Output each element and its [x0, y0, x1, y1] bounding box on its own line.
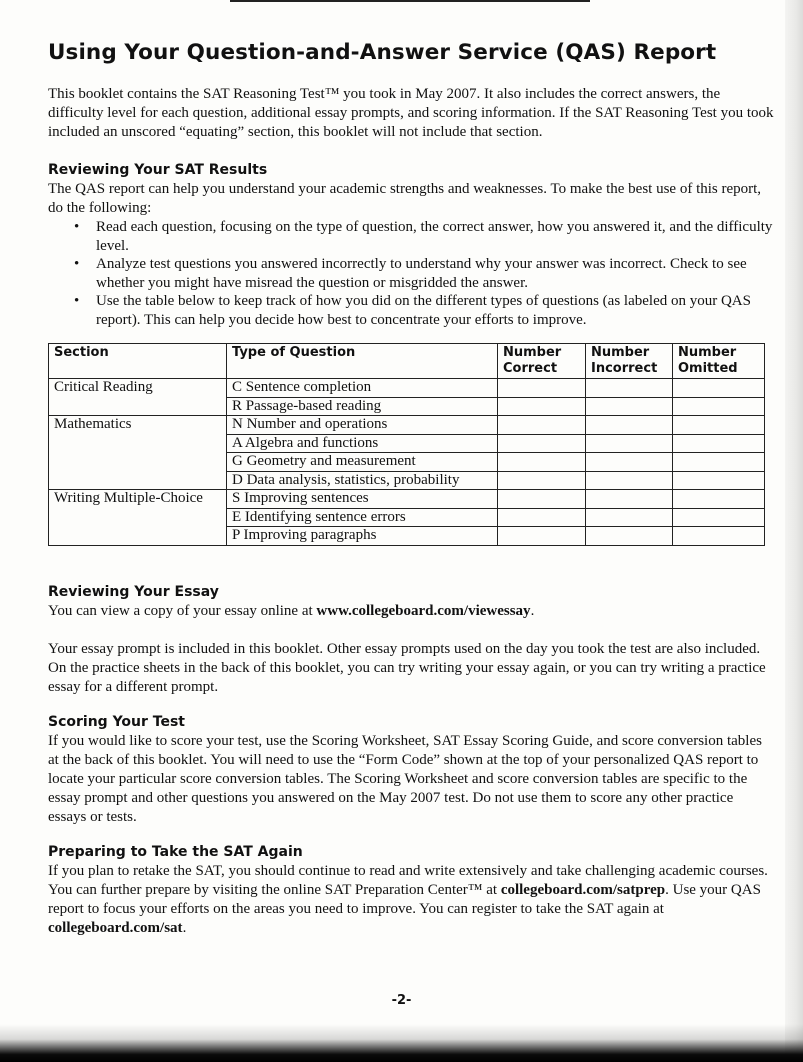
header-type: Type of Question: [227, 344, 498, 379]
reviewing-results-list: [48, 218, 774, 329]
scoring-heading: Scoring Your Test: [48, 713, 185, 730]
retake-section: [48, 843, 774, 938]
omitted-cell[interactable]: [673, 527, 765, 546]
omitted-cell[interactable]: [673, 453, 765, 472]
correct-cell[interactable]: [498, 508, 586, 527]
table-row: [49, 379, 765, 398]
page-edge-shadow: [785, 0, 803, 1062]
type-cell: C Sentence completion: [227, 379, 498, 398]
incorrect-cell[interactable]: [586, 508, 673, 527]
page-title: Using Your Question-and-Answer Service (QAS) Report: [48, 40, 717, 65]
scoring-section: [48, 713, 774, 827]
omitted-cell[interactable]: [673, 490, 765, 509]
correct-cell[interactable]: [498, 471, 586, 490]
reviewing-results-heading: Reviewing Your SAT Results: [48, 162, 268, 178]
incorrect-cell[interactable]: [586, 453, 673, 472]
retake-heading: Preparing to Take the SAT Again: [48, 843, 303, 860]
header-section: Section: [49, 344, 227, 379]
type-cell: D Data analysis, statistics, probability: [227, 471, 498, 490]
essay-section: [48, 583, 774, 697]
section-cell: Writing Multiple-Choice: [49, 490, 227, 546]
retake-paragraph: If you plan to retake the SAT, you should continue to read and write extensively and take challenging academic courses. You can further prepare by visiting the online SAT Preparation Center™ at collegeboard.com/satprep. Use your QAS report to focus your efforts on the areas you need to improve. You can register to take the SAT again at collegeboard.com/sat.: [48, 862, 768, 936]
incorrect-cell[interactable]: [586, 434, 673, 453]
section-cell: Critical Reading: [49, 379, 227, 416]
sat-register-link[interactable]: collegeboard.com/sat: [48, 919, 183, 936]
incorrect-cell[interactable]: [586, 379, 673, 398]
essay-heading: Reviewing Your Essay: [48, 583, 219, 600]
type-cell: S Improving sentences: [227, 490, 498, 509]
type-cell: A Algebra and functions: [227, 434, 498, 453]
intro-paragraph: This booklet contains the SAT Reasoning Test™ you took in May 2007. It also includes the correct answers, the difficulty level for each question, additional essay prompts, and scoring information. If the SAT Reasoning Test you took included an unscored “equating” section, this booklet will not include that section.: [48, 86, 774, 140]
type-cell: R Passage-based reading: [227, 397, 498, 416]
correct-cell[interactable]: [498, 379, 586, 398]
table-row: [49, 490, 765, 509]
reviewing-results-body: The QAS report can help you understand your academic strengths and weaknesses. To make the best use of this report, do the following:: [48, 181, 762, 216]
type-cell: E Identifying sentence errors: [227, 508, 498, 527]
correct-cell[interactable]: [498, 434, 586, 453]
header-incorrect: Number Incorrect: [586, 344, 673, 379]
omitted-cell[interactable]: [673, 379, 765, 398]
incorrect-cell[interactable]: [586, 527, 673, 546]
section-cell: Mathematics: [49, 416, 227, 490]
table-row: [49, 416, 765, 435]
header-omitted: Number Omitted: [673, 344, 765, 379]
type-cell: P Improving paragraphs: [227, 527, 498, 546]
essay-line: You can view a copy of your essay online at www.collegeboard.com/viewessay.: [48, 602, 535, 619]
correct-cell[interactable]: [498, 527, 586, 546]
question-type-table: [48, 343, 765, 546]
type-cell: G Geometry and measurement: [227, 453, 498, 472]
type-cell: N Number and operations: [227, 416, 498, 435]
top-rule: [230, 0, 590, 2]
omitted-cell[interactable]: [673, 397, 765, 416]
omitted-cell[interactable]: [673, 416, 765, 435]
header-correct: Number Correct: [498, 344, 586, 379]
omitted-cell[interactable]: [673, 508, 765, 527]
incorrect-cell[interactable]: [586, 490, 673, 509]
omitted-cell[interactable]: [673, 471, 765, 490]
scoring-paragraph: If you would like to score your test, use the Scoring Worksheet, SAT Essay Scoring Guide, and score conversion tables at the back of this booklet. You will need to use the “Form Code” shown at the top of your personalized QAS report to locate your particular score conversion tables. The Scoring Worksheet and score conversion tables are specific to the essay prompt and other questions you answered on the May 2007 test. Do not use them to score any other practice essays or tests.: [48, 732, 762, 825]
incorrect-cell[interactable]: [586, 416, 673, 435]
list-item: • Use the table below to keep track of how you did on the different types of questions (as labeled on your QAS report). This can help you decide how best to concentrate your efforts to improve.: [74, 293, 751, 328]
list-item: • Read each question, focusing on the type of question, the correct answer, how you answered it, and the difficulty level.: [74, 219, 773, 254]
essay-url-link[interactable]: www.collegeboard.com/viewessay: [316, 602, 531, 619]
table-header-row: [49, 344, 765, 379]
list-item: • Analyze test questions you answered incorrectly to understand why your answer was incorrect. Check to see whether you might have misread the question or misgridded the answer.: [74, 256, 747, 291]
correct-cell[interactable]: [498, 453, 586, 472]
incorrect-cell[interactable]: [586, 397, 673, 416]
page-number: -2-: [391, 993, 412, 1008]
essay-paragraph: Your essay prompt is included in this booklet. Other essay prompts used on the day you took the test are also included. On the practice sheets in the back of this booklet, you can try writing your essay again, or you can try writing a practice essay for a different prompt.: [48, 640, 766, 695]
scan-bottom-edge: [0, 1024, 803, 1062]
correct-cell[interactable]: [498, 490, 586, 509]
document-body: [48, 36, 774, 938]
correct-cell[interactable]: [498, 397, 586, 416]
satprep-link[interactable]: collegeboard.com/satprep: [500, 881, 666, 898]
omitted-cell[interactable]: [673, 434, 765, 453]
incorrect-cell[interactable]: [586, 471, 673, 490]
correct-cell[interactable]: [498, 416, 586, 435]
